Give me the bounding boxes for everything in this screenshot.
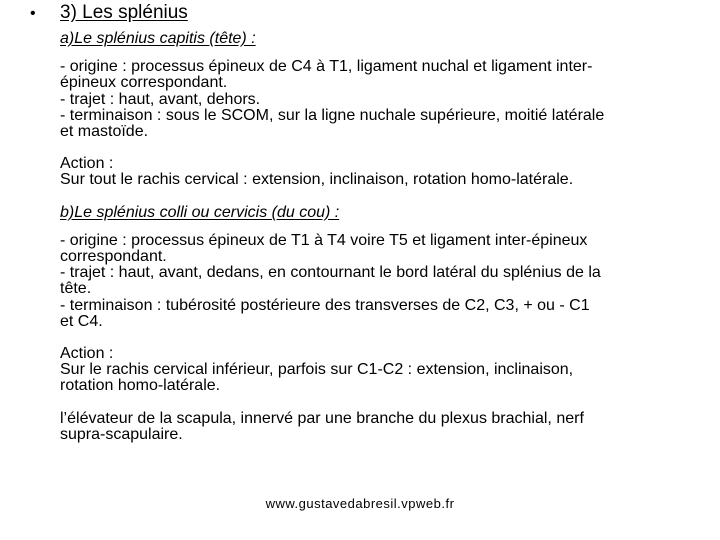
section-a-origin-line2: épineux correspondant. — [60, 74, 228, 92]
footer-url: www.gustavedabresil.vpweb.fr — [265, 496, 455, 511]
slide-title: 3) Les splénius — [60, 2, 188, 23]
note-line2: supra-scapulaire. — [60, 425, 183, 443]
section-b-trajet-line2: tête. — [60, 280, 92, 298]
slide-content — [60, 31, 695, 443]
section-b-origin-line2: correspondant. — [60, 248, 167, 266]
section-b-terminaison-line2: et C4. — [60, 312, 103, 330]
section-b-terminaison-line1: - terminaison : tubérosité postérieure des transverses de C2, C3, + ou - C1 — [60, 296, 590, 314]
section-b-action-line2: rotation homo-latérale. — [60, 377, 221, 395]
section-b-origin-line1: - origine : processus épineux de T1 à T4 voire T5 et ligament inter-épineux — [60, 231, 588, 249]
section-a-trajet: - trajet : haut, avant, dehors. — [60, 90, 261, 108]
section-a-action-text: Sur tout le rachis cervical : extension, inclinaison, rotation homo-latérale. — [60, 171, 574, 189]
slide-title-row — [30, 1, 188, 26]
note-line1: l’élévateur de la scapula, innervé par une branche du plexus brachial, nerf — [60, 409, 584, 427]
section-a-terminaison-line1: - terminaison : sous le SCOM, sur la ligne nuchale supérieure, moitié latérale — [60, 106, 605, 124]
section-b-action-line1: Sur le rachis cervical inférieur, parfois sur C1-C2 : extension, inclinaison, — [60, 361, 574, 379]
section-b-action-label: Action : — [60, 345, 114, 363]
section-a-terminaison-line2: et mastoïde. — [60, 123, 149, 141]
section-b-trajet-line1: - trajet : haut, avant, dedans, en contournant le bord latéral du splénius de la — [60, 264, 601, 282]
section-a-action-label: Action : — [60, 155, 114, 173]
section-a-origin-line1: - origine : processus épineux de C4 à T1, ligament nuchal et ligament inter- — [60, 58, 593, 76]
section-a-heading: a)Le splénius capitis (tête) : — [60, 30, 256, 47]
section-b-heading: b)Le splénius colli ou cervicis (du cou) : — [60, 203, 340, 221]
bullet-icon: • — [30, 5, 36, 22]
